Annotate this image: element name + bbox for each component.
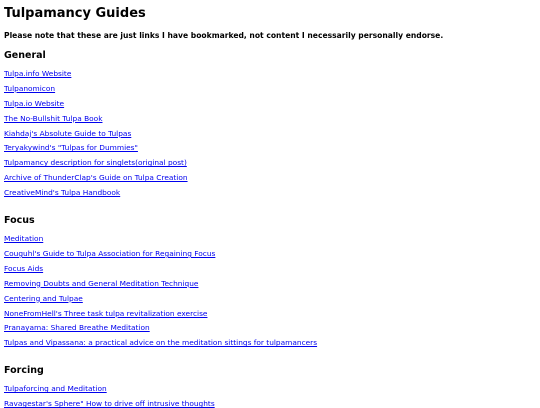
link-ravagestar-sphere[interactable]: Ravagestar's Sphere" How to drive off intrusive thoughts (4, 399, 215, 408)
section-heading: Forcing (4, 365, 44, 377)
list-item (4, 99, 536, 108)
link-list (4, 234, 536, 347)
list-item (4, 399, 536, 408)
link-kiahdaj-guide[interactable]: Kiahdaj's Absolute Guide to Tulpas (4, 128, 132, 138)
list-item (4, 279, 536, 288)
list-item (4, 84, 536, 93)
list-item (4, 309, 536, 318)
link-removing-doubts[interactable]: Removing Doubts and General Meditation Technique (4, 278, 199, 288)
link-vipassana[interactable]: Tulpas and Vipassana: a practical advice on the meditation sittings for tulpamancers (4, 338, 318, 348)
link-centering-tulpae[interactable]: Centering and Tulpae (4, 293, 83, 303)
section-focus (4, 215, 536, 347)
link-creativemind-handbook[interactable]: CreativeMind's Tulpa Handbook (4, 188, 121, 198)
page-title: Tulpamancy Guides (4, 6, 146, 21)
section-heading: Focus (4, 215, 35, 227)
section-heading: General (4, 50, 46, 61)
link-tulpas-for-dummies[interactable]: Teryakywind's "Tulpas for Dummies" (4, 143, 138, 153)
list-item (4, 294, 536, 303)
link-tulpanomicon[interactable]: Tulpanomicon (4, 83, 56, 93)
list-item (4, 264, 536, 273)
list-item (4, 249, 536, 258)
link-pranayama[interactable]: Pranayama: Shared Breathe Meditation (4, 323, 150, 333)
link-three-task-exercise[interactable]: NoneFromHell's Three task tulpa revitalization exercise (4, 308, 208, 318)
link-singlets-description[interactable]: Tulpamancy description for singlets(original post) (4, 158, 187, 168)
link-tulpa-io[interactable]: Tulpa.io Website (4, 98, 65, 108)
link-list (4, 69, 536, 197)
list-item (4, 384, 536, 393)
link-no-bullshit-book[interactable]: The No-Bullshit Tulpa Book (4, 113, 103, 123)
link-tulpaforcing-meditation[interactable]: Tulpaforcing and Meditation (4, 384, 107, 394)
list-item (4, 338, 536, 347)
link-list (4, 384, 536, 408)
link-tulpa-info[interactable]: Tulpa.info Website (4, 69, 72, 78)
link-couguhl-guide[interactable]: Couguhl's Guide to Tulpa Association for Regaining Focus (4, 249, 216, 259)
link-thunderclap-archive[interactable]: Archive of ThunderClap's Guide on Tulpa Creation (4, 173, 188, 183)
list-item (4, 188, 536, 197)
list-item (4, 114, 536, 123)
list-item (4, 234, 536, 243)
link-focus-aids[interactable]: Focus Aids (4, 263, 44, 273)
disclaimer-note: Please note that these are just links I have bookmarked, not content I necessarily personally endorse. (4, 31, 444, 40)
list-item (4, 158, 536, 167)
section-general (4, 50, 536, 197)
list-item (4, 69, 536, 78)
list-item (4, 173, 536, 182)
list-item (4, 143, 536, 152)
section-forcing (4, 365, 536, 408)
link-meditation[interactable]: Meditation (4, 234, 44, 244)
list-item (4, 129, 536, 138)
list-item (4, 323, 536, 332)
